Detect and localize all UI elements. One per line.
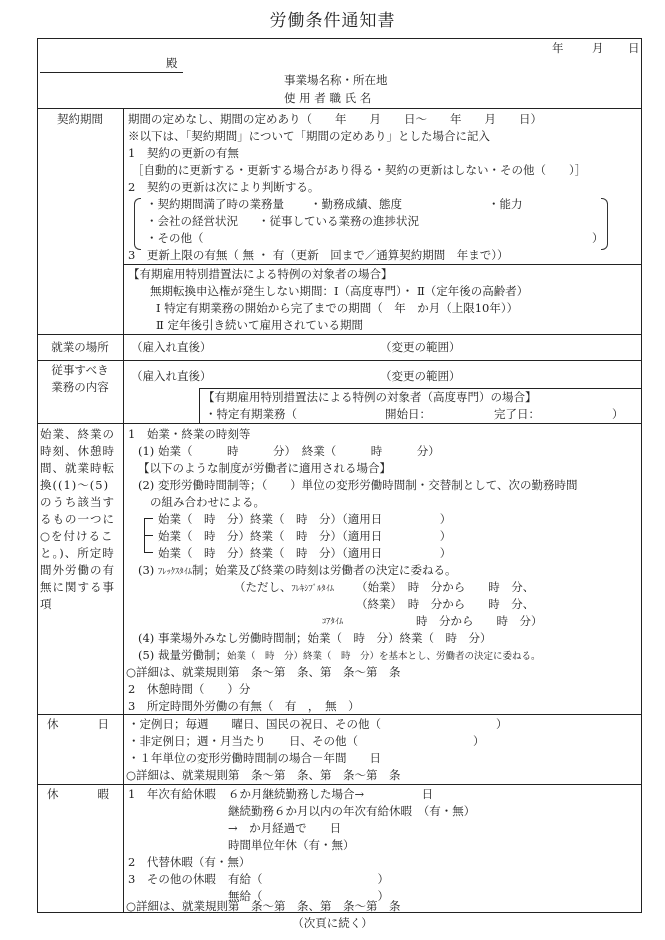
criterion-performance: ・勤務成績、態度 (310, 197, 402, 211)
hours-label-line: 無に関する事 (40, 580, 115, 594)
divider (37, 784, 642, 785)
holidays-label-a: 休 (47, 717, 59, 731)
leave-other-unpaid: 無給（ ） (228, 889, 389, 903)
document-title: 労働条件通知書 (269, 11, 396, 31)
holidays-annual: ・１年単位の変形労働時間制の場合－年間 日 (128, 751, 381, 765)
renewal-options: ［自動的に更新する・更新する場合があり得る・契約の更新はしない・その他（ ）］ (132, 163, 587, 177)
hours-label-line: 間、就業時転 (40, 461, 115, 475)
hours-label-line: 時刻、休憩時 (40, 444, 115, 458)
criterion-ability: ・能力 (488, 197, 523, 211)
hours-variable-cont: の組み合わせによる。 (150, 495, 265, 509)
employer-address-label: 事業場名称・所在地 (284, 73, 388, 87)
shift-row: 始業（ 時 分）終業（ 時 分）（適用日 ） (158, 546, 452, 560)
duties-label-line2: 業務の内容 (51, 380, 109, 394)
hours-fixed: (1) 始業（ 時 分） 終業（ 時 分） (138, 444, 440, 458)
special-line2: Ⅰ 特定有期業務の開始から完了までの期間（ 年 か月（上限10年）） (156, 301, 519, 315)
renewal-limit: 3 更新上限の有無（ 無 ・ 有（更新 回まで／通算契約期間 年まで）） (128, 248, 509, 262)
criterion-workload: ・契約期間満了時の業務量 (146, 197, 284, 211)
shift-bracket-tick (144, 552, 153, 553)
criterion-other: ・その他（ (146, 231, 204, 245)
criterion-progress: ・従事している業務の進捗状況 (258, 214, 419, 228)
flex-start-time: （始業） 時 分から 時 分、 (356, 580, 535, 594)
addressee-underline (40, 72, 183, 73)
criterion-business-status: ・会社の経営状況 (146, 214, 238, 228)
leave-within-6months: 継続勤務６か月以内の年次有給休暇 （有・無） (228, 804, 476, 818)
flex-prefix: (3) (138, 563, 158, 577)
leave-label-a: 休 (47, 787, 59, 801)
special-line3: Ⅱ 定年後引き続いて雇用されている期間 (156, 318, 363, 332)
shift-row: 始業（ 時 分）終業（ 時 分）（適用日 ） (158, 529, 452, 543)
date-year: 年 (552, 41, 564, 55)
holidays-irregular: ・非定例日；週・月当たり 日、その他（ ） (128, 734, 485, 748)
contract-period-label: 契約期間 (57, 112, 103, 126)
workplace-initial: （雇入れ直後） (131, 340, 212, 354)
shift-bracket-tick (144, 535, 153, 536)
hours-systems-heading: 【以下のような制度が労働者に適用される場合】 (138, 461, 391, 475)
holidays-label-b: 日 (97, 717, 109, 731)
hours-label-line: ○を付けるこ (40, 529, 114, 543)
leave-detail: ○詳細は、就業規則第 条～第 条、第 条～第 条 (126, 899, 401, 913)
hours-label-line: 換((1)～(5) (40, 478, 110, 492)
divider (37, 334, 642, 335)
right-bracket (601, 198, 608, 250)
left-bracket (134, 198, 141, 250)
contract-period-line1: 期間の定めなし、期間の定めあり（ 年 月 日～ 年 月 日） (128, 112, 542, 126)
hours-overtime: 3 所定時間外労働の有無（ 有 ， 無 ） (128, 699, 360, 713)
divider (37, 423, 642, 424)
hours-label-line: 始業、終業の (40, 427, 115, 441)
shift-bracket-tick (144, 518, 153, 519)
leave-substitute: 2 代替休暇（有・無） (128, 855, 251, 869)
flex-text: 制；始業及び終業の時刻は労働者の決定に委ねる。 (191, 563, 457, 577)
renewal-criteria-heading: 2 契約の更新は次により判断する。 (128, 180, 320, 194)
hours-discretion (138, 647, 540, 665)
leave-annual-heading: 1 年次有給休暇 (128, 787, 216, 801)
duties-special-end: 完了日： (494, 407, 540, 421)
hours-detail: ○詳細は、就業規則第 条～第 条、第 条～第 条 (126, 665, 401, 679)
divider (199, 388, 200, 423)
flex-tadashi: （ただし、 (234, 580, 292, 594)
duties-change: （変更の範囲） (380, 369, 461, 383)
criterion-other-close: ） (592, 231, 604, 245)
flex-proviso (234, 579, 334, 598)
holidays-detail: ○詳細は、就業規則第 条～第 条、第 条～第 条 (126, 768, 401, 782)
employer-name-label: 使 用 者 職 氏 名 (284, 91, 372, 105)
hours-deemed: (4) 事業場外みなし労働時間制；始業（ 時 分）終業（ 時 分） (138, 631, 492, 645)
divider (123, 264, 642, 265)
flex-label: ﾌﾚｯｸｽﾀｲﾑ (157, 567, 192, 577)
workplace-label: 就業の場所 (51, 340, 109, 354)
renewal-heading: 1 契約の更新の有無 (128, 146, 239, 160)
leave-months-elapsed: → か月経過で 日 (228, 821, 342, 835)
hours-l1: 1 始業・終業の時刻等 (128, 427, 251, 441)
continued-note: （次頁に続く） (292, 916, 373, 930)
hours-label-line: るもの一つに (40, 512, 115, 526)
shift-row: 始業（ 時 分）終業（ 時 分）（適用日 ） (158, 512, 452, 526)
workplace-change: （変更の範囲） (380, 340, 461, 354)
duties-label-line1: 従事すべき (51, 363, 109, 377)
discretion-text: 始業（ 時 分）終業（ 時 分）を基本とし、労働者の決定に委ねる。 (226, 651, 541, 662)
hours-break: 2 休憩時間（ ）分 (128, 682, 251, 696)
divider (37, 108, 642, 109)
label-column-divider (123, 108, 124, 913)
leave-annual-6months: ６か月継続勤務した場合→ 日 (228, 787, 434, 801)
holidays-label (37, 716, 123, 733)
date-day: 日 (628, 41, 640, 55)
flex-core-time: 時 分から 時 分） (416, 614, 543, 628)
duties-special-heading: 【有期雇用特別措置法による特例の対象者（高度専門）の場合】 (203, 390, 537, 404)
discretion-label: (5) 裁量労働制； (138, 648, 227, 662)
hours-label (40, 426, 122, 613)
duties-initial: （雇入れ直後） (131, 369, 212, 383)
duties-special-start: 開始日： (385, 407, 431, 421)
leave-other-heading: 3 その他の休暇 (128, 872, 216, 886)
flex-core-label: ｺｱﾀｲﾑ (322, 617, 344, 627)
hours-variable: (2) 変形労働時間制等；（ ）単位の変形労働時間制・交替制として、次の勤務時間 (138, 478, 578, 492)
leave-label (37, 786, 123, 803)
contract-period-line2: ※以下は、「契約期間」について「期間の定めあり」とした場合に記入 (128, 129, 491, 143)
divider (37, 714, 642, 715)
duties-special-task: ・特定有期業務（ (205, 407, 297, 421)
flex-end-time: （終業） 時 分から 時 分、 (356, 597, 535, 611)
duties-special-close: ） (612, 407, 624, 421)
hours-label-line: のうち該当す (40, 495, 115, 509)
leave-other-paid: 有給（ ） (228, 872, 389, 886)
addressee-suffix: 殿 (166, 56, 178, 70)
holidays-regular: ・定例日；毎週 曜日、国民の祝日、その他（ ） (128, 717, 508, 731)
special-line1: 無期転換申込権が発生しない期間：Ⅰ（高度専門）・ Ⅱ（定年後の高齢者） (150, 284, 529, 298)
divider (37, 360, 642, 361)
special-heading: 【有期雇用特別措置法による特例の対象者の場合】 (128, 267, 393, 281)
leave-hourly: 時間単位年休（有・無） (228, 838, 355, 852)
hours-label-line: 間外労働の有 (40, 563, 115, 577)
hours-label-line: と。)、所定時 (40, 546, 115, 560)
date-month: 月 (592, 41, 604, 55)
leave-label-b: 暇 (97, 787, 109, 801)
flex-flexible-label: ﾌﾚｷｼﾌﾞﾙﾀｲﾑ (291, 584, 335, 594)
hours-label-line: 項 (40, 597, 53, 611)
